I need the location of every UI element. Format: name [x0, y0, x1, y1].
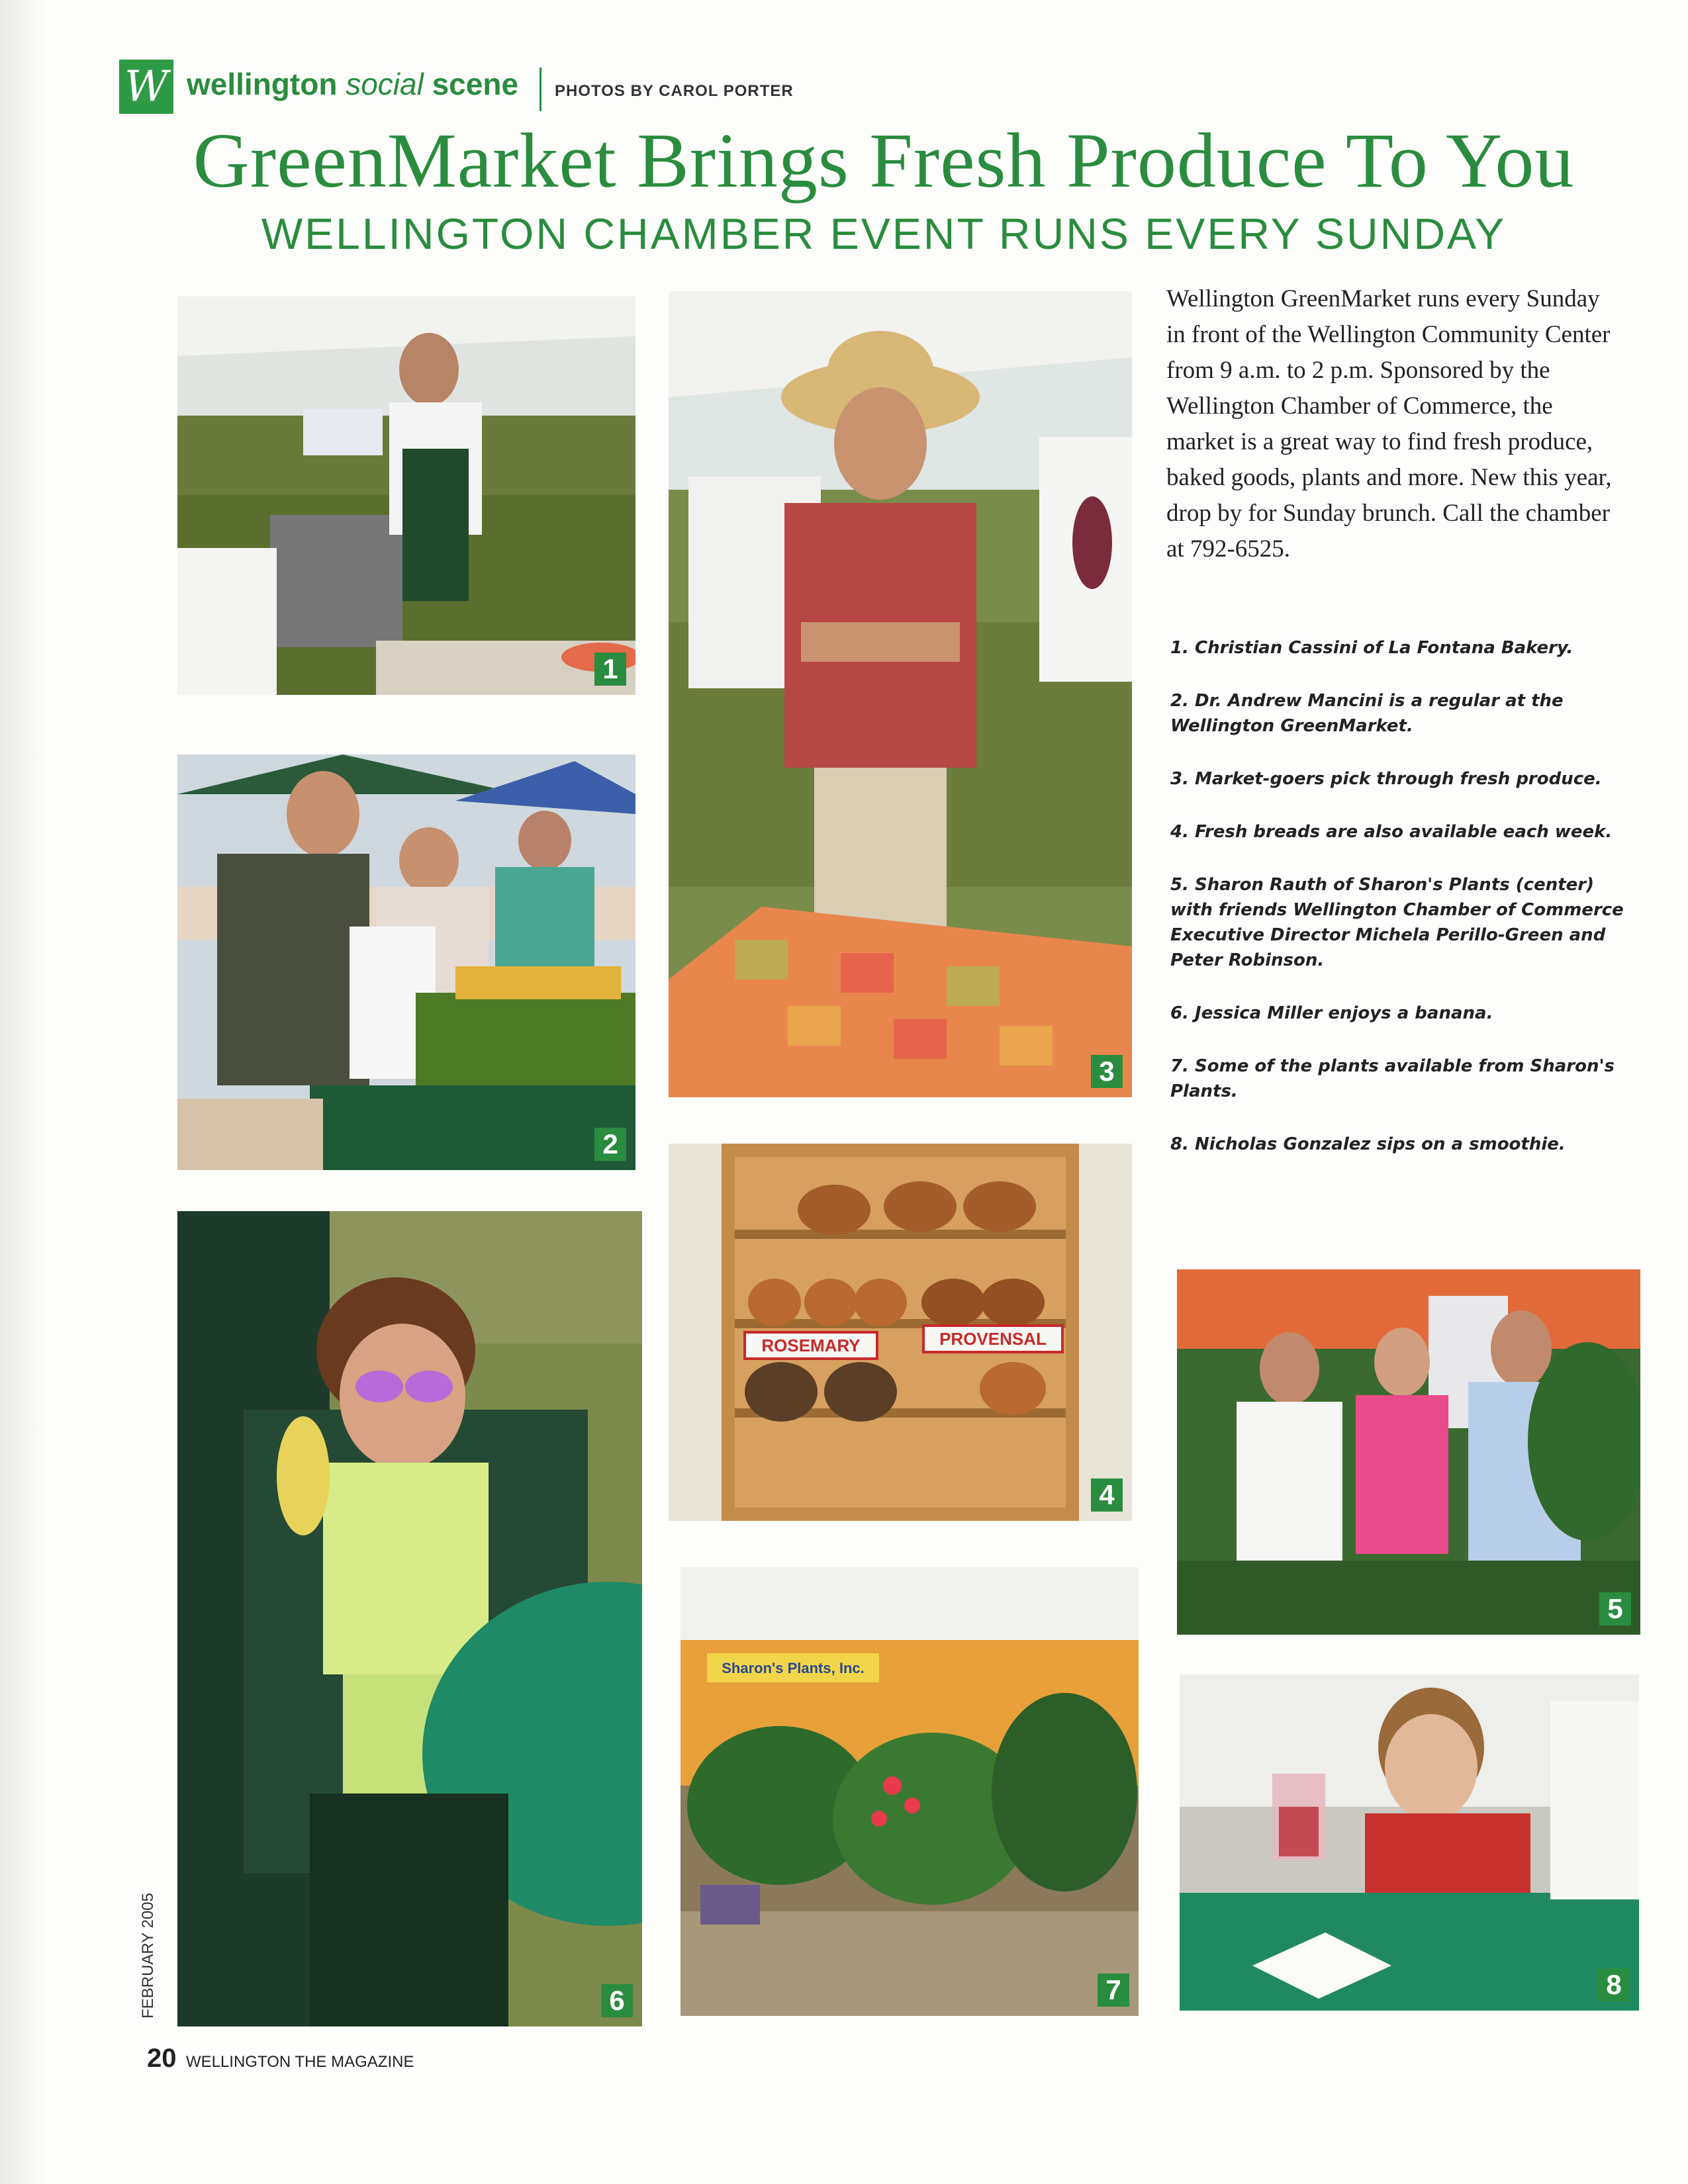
caption-5: 5. Sharon Rauth of Sharon's Plants (center) with friends Wellington Chamber of Commerce Executive Director Michela Perillo-Green and Peter Robinson. [1170, 875, 1624, 970]
article-body: Wellington GreenMarket runs every Sunday in front of the Wellington Community Center from 9 a.m. to 2 p.m. Sponsored by the Wellington Chamber of Commerce, the market is a great way to find fresh produce, baked goods, plants and more. New this year, drop by for Sunday brunch. Call the chamber at 792-6525. [1166, 285, 1612, 563]
subheadline: WELLINGTON CHAMBER EVENT RUNS EVERY SUNDAY [261, 209, 1507, 258]
photo-7-number: 7 [1098, 1974, 1129, 2007]
photo-8-number: 8 [1598, 1968, 1630, 2001]
photo-3-image [669, 291, 1132, 1097]
section-word-1: wellington [187, 67, 338, 101]
sign-provensal: PROVENSAL [939, 1329, 1047, 1349]
section-word-3: scene [432, 67, 519, 101]
section-label [187, 66, 518, 102]
photo-2 [177, 754, 635, 1170]
photo-8 [1180, 1674, 1639, 2011]
sign-rosemary: ROSEMARY [761, 1336, 861, 1355]
photo-1-number: 1 [594, 653, 626, 686]
logo-letter: W [124, 62, 168, 111]
photo-1-image [177, 296, 635, 695]
caption-8: 8. Nicholas Gonzalez sips on a smoothie. [1170, 1134, 1566, 1154]
photo-6 [177, 1211, 642, 2026]
photo-7-image [680, 1567, 1139, 2016]
caption-6: 6. Jessica Miller enjoys a banana. [1170, 1003, 1493, 1023]
photo-6-image [177, 1211, 642, 2026]
photo-5-number: 5 [1599, 1592, 1631, 1625]
photo-1 [177, 296, 635, 695]
photo-8-image [1180, 1674, 1639, 2011]
photo-4 [669, 1144, 1132, 1521]
photo-6-number: 6 [601, 1984, 633, 2017]
folio [147, 2044, 414, 2073]
photo-3 [669, 291, 1132, 1097]
photo-5-image [1177, 1269, 1640, 1635]
sign-sharons-plants: Sharon's Plants, Inc. [722, 1660, 865, 1676]
photo-2-image [177, 754, 635, 1170]
photo-captions [1170, 635, 1627, 1185]
photo-4-image [669, 1144, 1132, 1521]
magazine-name: WELLINGTON THE MAGAZINE [185, 2053, 414, 2071]
issue-date: FEBRUARY 2005 [139, 1893, 157, 2019]
wellington-logo [119, 60, 173, 114]
scan-edge [0, 0, 46, 2184]
caption-7: 7. Some of the plants available from Sharon's Plants. [1170, 1056, 1615, 1101]
caption-1: 1. Christian Cassini of La Fontana Bakery. [1170, 638, 1573, 658]
photo-credit: PHOTOS BY CAROL PORTER [555, 82, 794, 100]
section-word-2: social [346, 67, 424, 101]
caption-4: 4. Fresh breads are also available each week. [1170, 822, 1613, 842]
photo-3-number: 3 [1091, 1055, 1123, 1088]
page-number: 20 [147, 2044, 177, 2073]
headline: GreenMarket Brings Fresh Produce To You [193, 117, 1575, 204]
photo-7 [680, 1567, 1139, 2016]
photo-5 [1177, 1269, 1640, 1635]
photo-2-number: 2 [594, 1128, 626, 1161]
caption-3: 3. Market-goers pick through fresh produce. [1170, 769, 1602, 789]
photo-4-number: 4 [1091, 1479, 1123, 1512]
caption-2: 2. Dr. Andrew Mancini is a regular at the Wellington GreenMarket. [1170, 691, 1564, 736]
section-divider [539, 68, 541, 111]
